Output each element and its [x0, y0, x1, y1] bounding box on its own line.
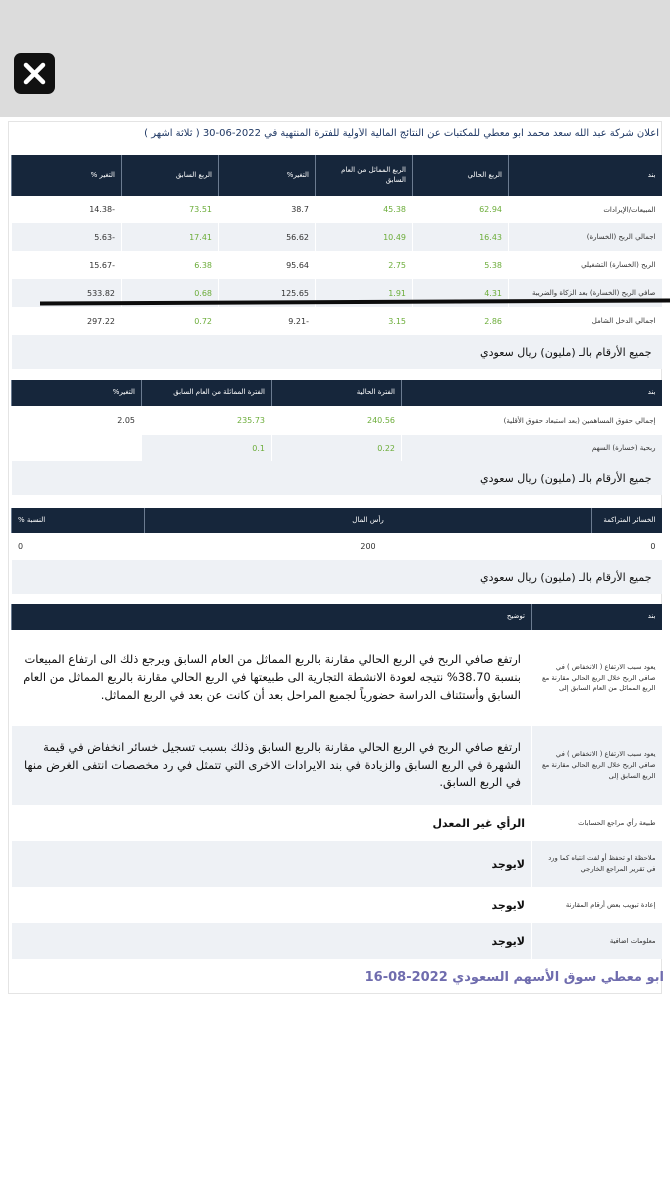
table-row	[12, 251, 662, 279]
cell-value: 4.31	[413, 279, 509, 307]
column-header: بند	[402, 380, 662, 406]
cell-value: -9.21	[219, 307, 316, 335]
cell-value: لايوجد	[12, 887, 532, 923]
table-row	[12, 726, 662, 805]
table-note-row	[12, 461, 662, 495]
footer-caption: ابو معطي سوق الأسهم السعودي 2022-08-16	[364, 970, 664, 985]
column-header: التغير %	[12, 155, 122, 196]
cell-value: 0	[592, 533, 662, 560]
cell-value: 38.7	[219, 196, 316, 223]
table-header-row	[12, 155, 662, 196]
cell-value: 56.62	[219, 223, 316, 251]
row-label: معلومات اضافية	[532, 923, 662, 959]
row-label: صافي الربح (الخسارة) بعد الزكاة والضريبة	[509, 279, 662, 307]
cell-value: 0.1	[142, 435, 272, 461]
column-header: الربع المماثل من العام السابق	[316, 155, 413, 196]
column-header: الفترة الحالية	[272, 380, 402, 406]
row-label: إجمالي حقوق المساهمين (بعد استبعاد حقوق الأقلية)	[402, 406, 662, 435]
cell-value: 10.49	[316, 223, 413, 251]
cell-value: 0.68	[122, 279, 219, 307]
column-header: بند	[509, 155, 662, 196]
row-label: طبيعة رأي مراجع الحسابات	[532, 805, 662, 841]
column-header: توضيح	[12, 604, 532, 630]
cell-value: 5.38	[413, 251, 509, 279]
table-row	[12, 533, 662, 560]
cell-value: 6.38	[122, 251, 219, 279]
cell-value: 533.82	[12, 279, 122, 307]
cell-value: 95.64	[219, 251, 316, 279]
row-label: إعادة تبويب بعض أرقام المقارنة	[532, 887, 662, 923]
cell-value	[12, 435, 142, 461]
column-header: الربع السابق	[122, 155, 219, 196]
row-label: اجمالي الربح (الخسارة)	[509, 223, 662, 251]
cell-value: 0.72	[122, 307, 219, 335]
table-header-row	[12, 604, 662, 630]
currency-note: جميع الأرقام بالـ (مليون) ريال سعودي	[12, 335, 662, 369]
cell-value: 45.38	[316, 196, 413, 223]
cell-value: 0	[12, 533, 145, 560]
cell-value: 62.94	[413, 196, 509, 223]
row-label: يعود سبب الارتفاع ( الانخفاض ) في صافي الربح خلال الربع الحالي مقارنة مع الربع السابق إلى	[532, 726, 662, 805]
top-bar	[0, 0, 670, 117]
cell-value: 200	[145, 533, 592, 560]
column-header: بند	[532, 604, 662, 630]
table-row	[12, 841, 662, 887]
table-note-row	[12, 335, 662, 369]
cell-value: -5.63	[12, 223, 122, 251]
explanation-text: ارتفع صافي الربح في الربع الحالي مقارنة بالربع المماثل من العام السابق ويرجع ذلك الى ارتفاع المبيعات بنسبة 38.70% نتيجه لعودة الانشطة التجارية الى طبيعتها في الربع الحالي مقارنة بالربع المماثل من العام السابق وأستئناف الدراسة حضورياً لجميع المراحل بعد أن كانت عن بعد في الربع المماثل.	[12, 630, 532, 726]
table-header-row	[12, 508, 662, 533]
currency-note: جميع الأرقام بالـ (مليون) ريال سعودي	[12, 461, 662, 495]
table-row	[12, 805, 662, 841]
announcement-document	[8, 121, 662, 994]
auditor-opinion: الرأي غير المعدل	[12, 805, 532, 841]
cell-value: 2.86	[413, 307, 509, 335]
column-header: التغير%	[219, 155, 316, 196]
cell-value: لايوجد	[12, 841, 532, 887]
cell-value: 125.65	[219, 279, 316, 307]
cell-value: 235.73	[142, 406, 272, 435]
cell-value: 1.91	[316, 279, 413, 307]
cell-value: 2.05	[12, 406, 142, 435]
currency-note: جميع الأرقام بالـ (مليون) ريال سعودي	[12, 560, 662, 594]
table-row	[12, 406, 662, 435]
cell-value: 0.22	[272, 435, 402, 461]
table-row	[12, 887, 662, 923]
accumulated-losses-table	[11, 508, 662, 594]
table-row	[12, 435, 662, 461]
row-label: الربح (الخسارة) التشغيلي	[509, 251, 662, 279]
table-row	[12, 630, 662, 726]
cell-value: 297.22	[12, 307, 122, 335]
close-icon	[22, 61, 47, 86]
cell-value: -14.38	[12, 196, 122, 223]
table-row	[12, 307, 662, 335]
cell-value: 17.41	[122, 223, 219, 251]
row-label: المبيعات/الإيرادات	[509, 196, 662, 223]
row-label: ملاحظة او تحفظ أو لفت انتباه كما ورد في تقرير المراجع الخارجي	[532, 841, 662, 887]
cell-value: 16.43	[413, 223, 509, 251]
explanation-text: ارتفع صافي الربح في الربع الحالي مقارنة بالربع السابق وذلك بسبب تسجيل خسائر انخفاض في قيمة الشهرة في الربع السابق والزيادة في بند الايرادات الاخرى التي تتمثل في رد مخصصات انتفى الغرض منها في الربع السابق.	[12, 726, 532, 805]
column-header: الخسائر المتراكمة	[592, 508, 662, 533]
cell-value: 73.51	[122, 196, 219, 223]
column-header: النسبة %	[12, 508, 145, 533]
cell-value: 240.56	[272, 406, 402, 435]
cell-value: لايوجد	[12, 923, 532, 959]
table-note-row	[12, 560, 662, 594]
row-label: اجمالي الدخل الشامل	[509, 307, 662, 335]
row-label: ربحية (خسارة) السهم	[402, 435, 662, 461]
income-table	[11, 155, 662, 369]
explanations-table	[11, 604, 662, 959]
table-header-row	[12, 380, 662, 406]
column-header: رأس المال	[145, 508, 592, 533]
table-row	[12, 223, 662, 251]
column-header: الربع الحالي	[413, 155, 509, 196]
row-label: يعود سبب الارتفاع ( الانخفاض ) في صافي الربح خلال الربع الحالي مقارنة مع الربع المماثل من العام السابق إلى	[532, 630, 662, 726]
cell-value: 2.75	[316, 251, 413, 279]
close-button[interactable]	[14, 53, 55, 94]
cell-value: 3.15	[316, 307, 413, 335]
page-title: اعلان شركة عبد الله سعد محمد ابو معطي للمكتبات عن النتائج المالية الأولية للفترة المنتهية في 2022-06-30 ( ثلاثة اشهر )	[144, 128, 659, 139]
column-header: التغير%	[12, 380, 142, 406]
equity-table	[11, 380, 662, 495]
table-row	[12, 923, 662, 959]
cell-value: -15.67	[12, 251, 122, 279]
column-header: الفترة المماثلة من العام السابق	[142, 380, 272, 406]
table-row	[12, 196, 662, 223]
